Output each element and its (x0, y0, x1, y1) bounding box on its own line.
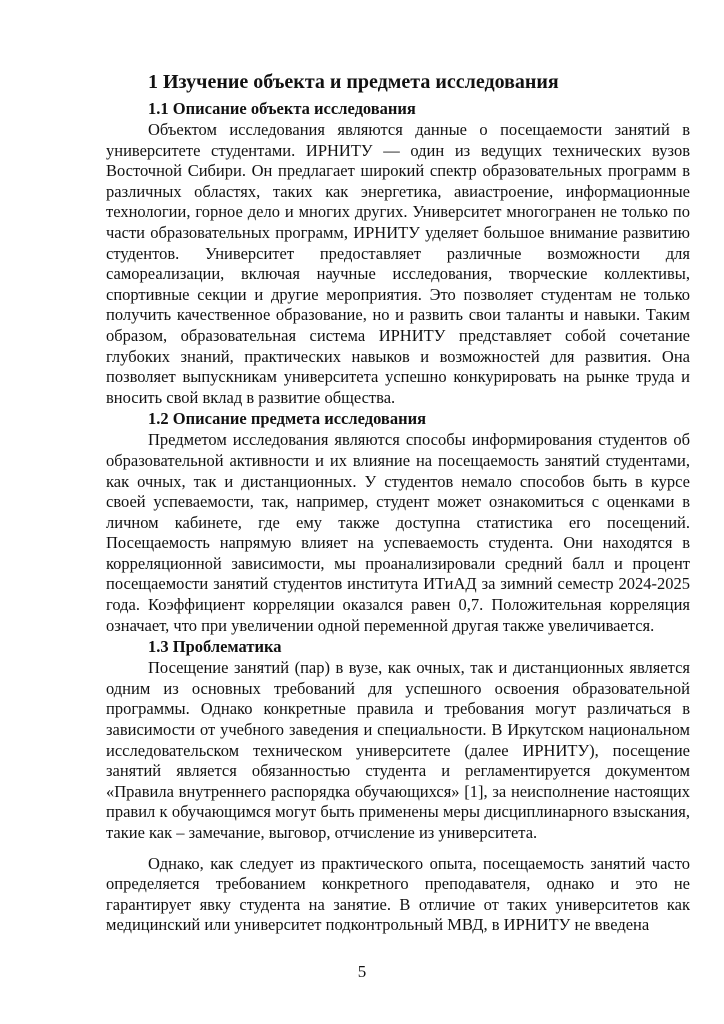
section-heading-1-3: 1.3 Проблематика (148, 637, 282, 657)
section-1-3-paragraph-1: Посещение занятий (пар) в вузе, как очных, так и дистанционных является одним из основных требований для успешного освоения образовательной программы. Однако конкретные правила и требования могут различаться в зависимости от учебного заведения и специальности. В Иркутском национальном исследовательском техническом университете (далее ИРНИТУ), посещение занятий является обязанностью студента и регламентируется документом «Правила внутреннего распорядка обучающихся» [1], за неисполнение настоящих правил к обучающимся могут быть применены меры дисциплинарного взыскания, такие как – замечание, выговор, отчисление из университета. (106, 658, 690, 842)
section-1-3-paragraph-2: Однако, как следует из практического опыта, посещаемость занятий часто определяется требованием конкретного преподавателя, однако и это не гарантирует явку студента на занятие. В отличие от таких университетов как медицинский или университет подконтрольный МВД, в ИРНИТУ не введена (106, 853, 690, 935)
chapter-heading: 1 Изучение объекта и предмета исследования (148, 71, 559, 93)
section-1-1-paragraph-1: Объектом исследования являются данные о посещаемости занятий в университете студентами. ИРНИТУ — один из ведущих технических вузов Восточной Сибири. Он предлагает широкий спектр образовательных программ в различных областях, таких как энергетика, авиастроение, информационные технологии, горное дело и многих других. Университет многогранен не только по части образовательных программ, ИРНИТУ уделяет большое внимание развитию студентов. Университет предоставляет различные возможности для самореализации, включая научные исследования, творческие коллективы, спортивные секции и другие мероприятия. Это позволяет студентам не только получить качественное образование, но и развить свои таланты и навыки. Таким образом, образовательная система ИРНИТУ представляет собой сочетание глубоких знаний, практических навыков и возможностей для развития. Она позволяет выпускникам университета успешно конкурировать на рынке труда и вносить свой вклад в развитие общества. (106, 120, 690, 407)
section-heading-1-2: 1.2 Описание предмета исследования (148, 409, 427, 429)
section-heading-1-1: 1.1 Описание объекта исследования (148, 99, 416, 118)
page-number: 5 (357, 962, 367, 981)
section-1-2-paragraph-1: Предметом исследования являются способы информирования студентов об образовательной активности и их влияние на посещаемость занятий студентами, как очных, так и дистанционных. У студентов немало способов быть в курсе своей успеваемости, так, например, студент может ознакомиться с оценками в личном кабинете, где ему также доступна статистика его посещений. Посещаемость напрямую влияет на успеваемость студента. Они находятся в корреляционной зависимости, мы проанализировали средний балл и процент посещаемости занятий студентов института ИТиАД за зимний семестр 2024-2025 года. Коэффициент корреляции оказался равен 0,7. Положительная корреляция означает, что при увеличении одной переменной другая также увеличивается. (106, 430, 690, 635)
page-content (106, 70, 690, 936)
